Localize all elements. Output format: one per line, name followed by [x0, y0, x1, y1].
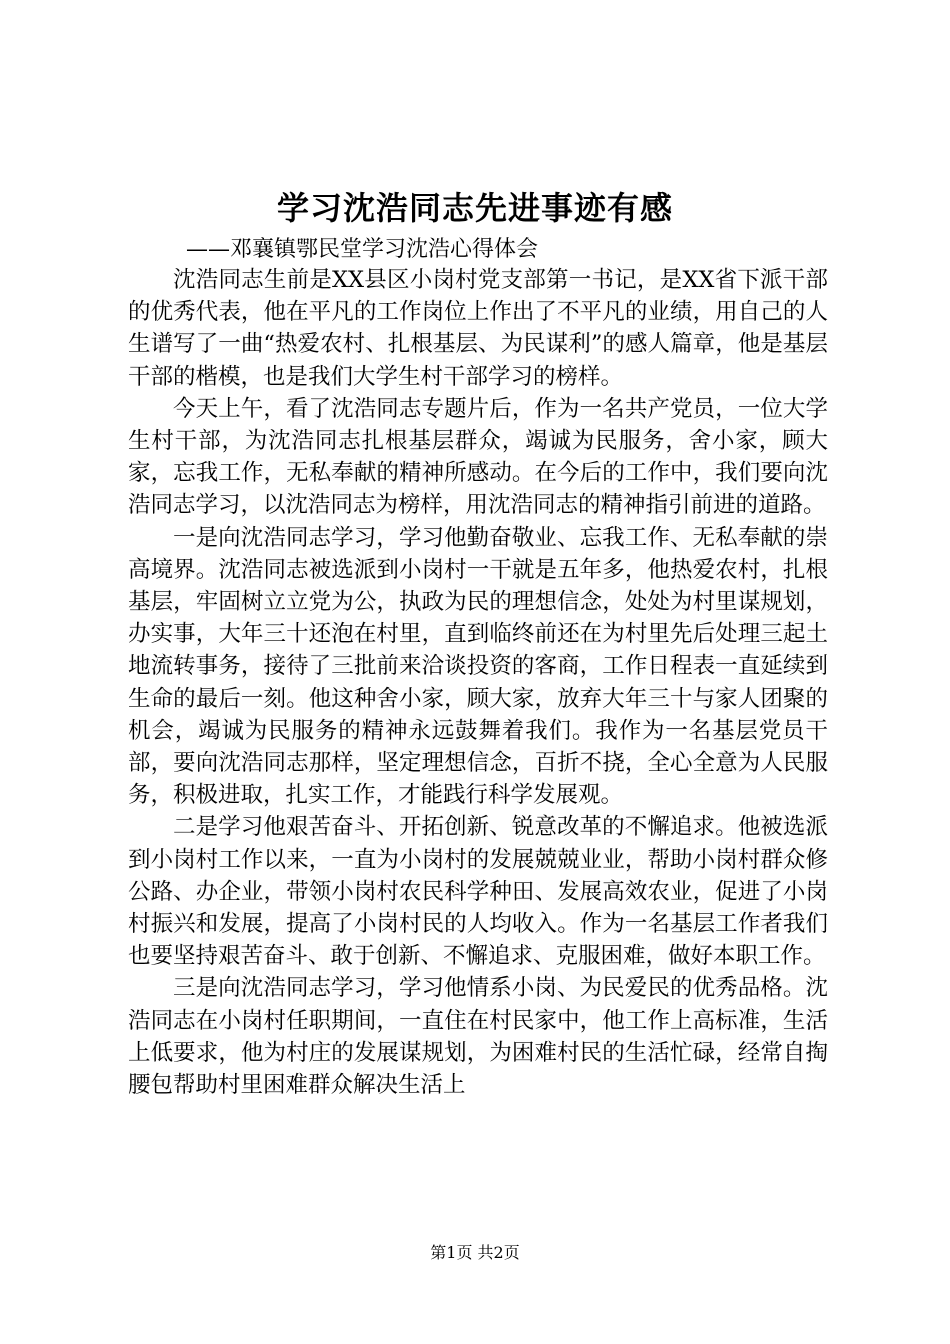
paragraph: 一是向沈浩同志学习，学习他勤奋敬业、忘我工作、无私奉献的崇高境界。沈浩同志被选派到小岗村一干就是五年多，他热爱农村，扎根基层，牢固树立立党为公，执政为民的理想信念，处处为村里谋规划，办实事，大年三十还泡在村里，直到临终前还在为村里先后处理三起土地流转事务，接待了三批前来洽谈投资的客商，工作日程表一直延续到生命的最后一刻。他这种舍小家，顾大家，放弃大年三十与家人团聚的机会，竭诚为民服务的精神永远鼓舞着我们。我作为一名基层党员干部，要向沈浩同志那样，坚定理想信念，百折不挠，全心全意为人民服务，积极进取，扎实工作，才能践行科学发展观。 [128, 524, 828, 809]
paragraph: 三是向沈浩同志学习，学习他情系小岗、为民爱民的优秀品格。沈浩同志在小岗村任职期间，一直住在村民家中，他工作上高标准，生活上低要求，他为村庄的发展谋规划，为困难村民的生活忙碌，经常自掏腰包帮助村里困难群众解决生活上 [128, 975, 828, 1099]
paragraph: 今天上午，看了沈浩同志专题片后，作为一名共产党员，一位大学生村干部，为沈浩同志扎根基层群众，竭诚为民服务，舍小家，顾大家，忘我工作，无私奉献的精神所感动。在今后的工作中，我们要向沈浩同志学习，以沈浩同志为榜样，用沈浩同志的精神指引前进的道路。 [128, 395, 828, 519]
document-title: 学习沈浩同志先进事迹有感 [276, 189, 673, 227]
document-subtitle: ——邓襄镇鄂民堂学习沈浩心得体会 [186, 237, 539, 262]
page-number-footer: 第1页 共2页 [430, 1243, 520, 1262]
paragraph: 沈浩同志生前是XX县区小岗村党支部第一书记，是XX省下派干部的优秀代表，他在平凡的工作岗位上作出了不平凡的业绩，用自己的人生谱写了一曲“热爱农村、扎根基层、为民谋利”的感人篇章，他是基层干部的楷模，也是我们大学生村干部学习的榜样。 [128, 267, 828, 390]
paragraph: 二是学习他艰苦奋斗、开拓创新、锐意改革的不懈追求。他被选派到小岗村工作以来，一直为小岗村的发展兢兢业业，帮助小岗村群众修公路、办企业，带领小岗村农民科学种田、发展高效农业，促进了小岗村振兴和发展，提高了小岗村民的人均收入。作为一名基层工作者我们也要坚持艰苦奋斗、敢于创新、不懈追求、克服困难，做好本职工作。 [128, 814, 828, 970]
document-body [128, 264, 828, 1101]
